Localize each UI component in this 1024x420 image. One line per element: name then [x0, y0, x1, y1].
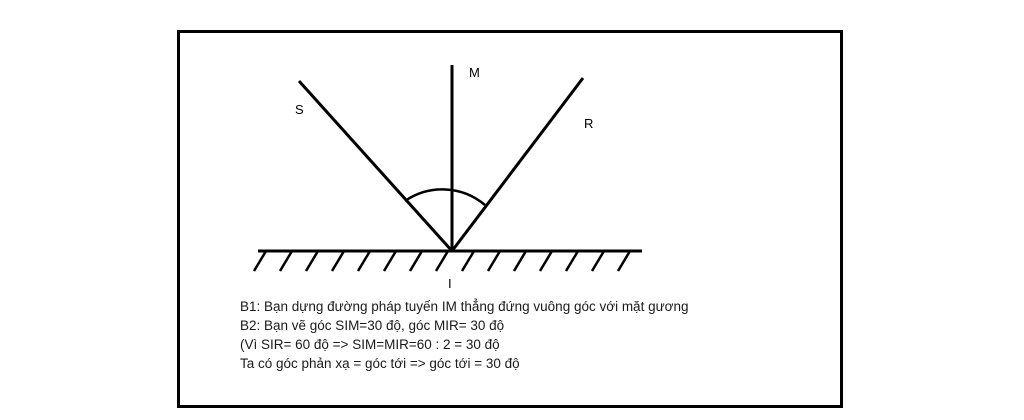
label-i: I: [448, 276, 452, 291]
angle-arc: [405, 189, 485, 205]
caption-line-2: B2: Bạn vẽ góc SIM=30 độ, góc MIR= 30 độ: [240, 318, 505, 334]
reflected-ray-line: [452, 78, 583, 251]
caption-line-4: Ta có góc phản xạ = góc tới => góc tới = 30 độ: [240, 356, 520, 372]
label-r: R: [584, 116, 594, 131]
caption-block: [240, 297, 740, 374]
caption-line-1: B1: Bạn dựng đường pháp tuyến IM thẳng đứng vuông góc với mặt gương: [240, 299, 689, 314]
label-s: S: [295, 102, 304, 117]
mirror-hatching: [254, 251, 630, 271]
label-m: M: [469, 65, 480, 80]
caption-line-3: (Vì SIR= 60 độ => SIM=MIR=60 : 2 = 30 độ: [240, 337, 500, 353]
diagram-frame: [177, 30, 843, 408]
incident-ray-line: [299, 81, 452, 251]
